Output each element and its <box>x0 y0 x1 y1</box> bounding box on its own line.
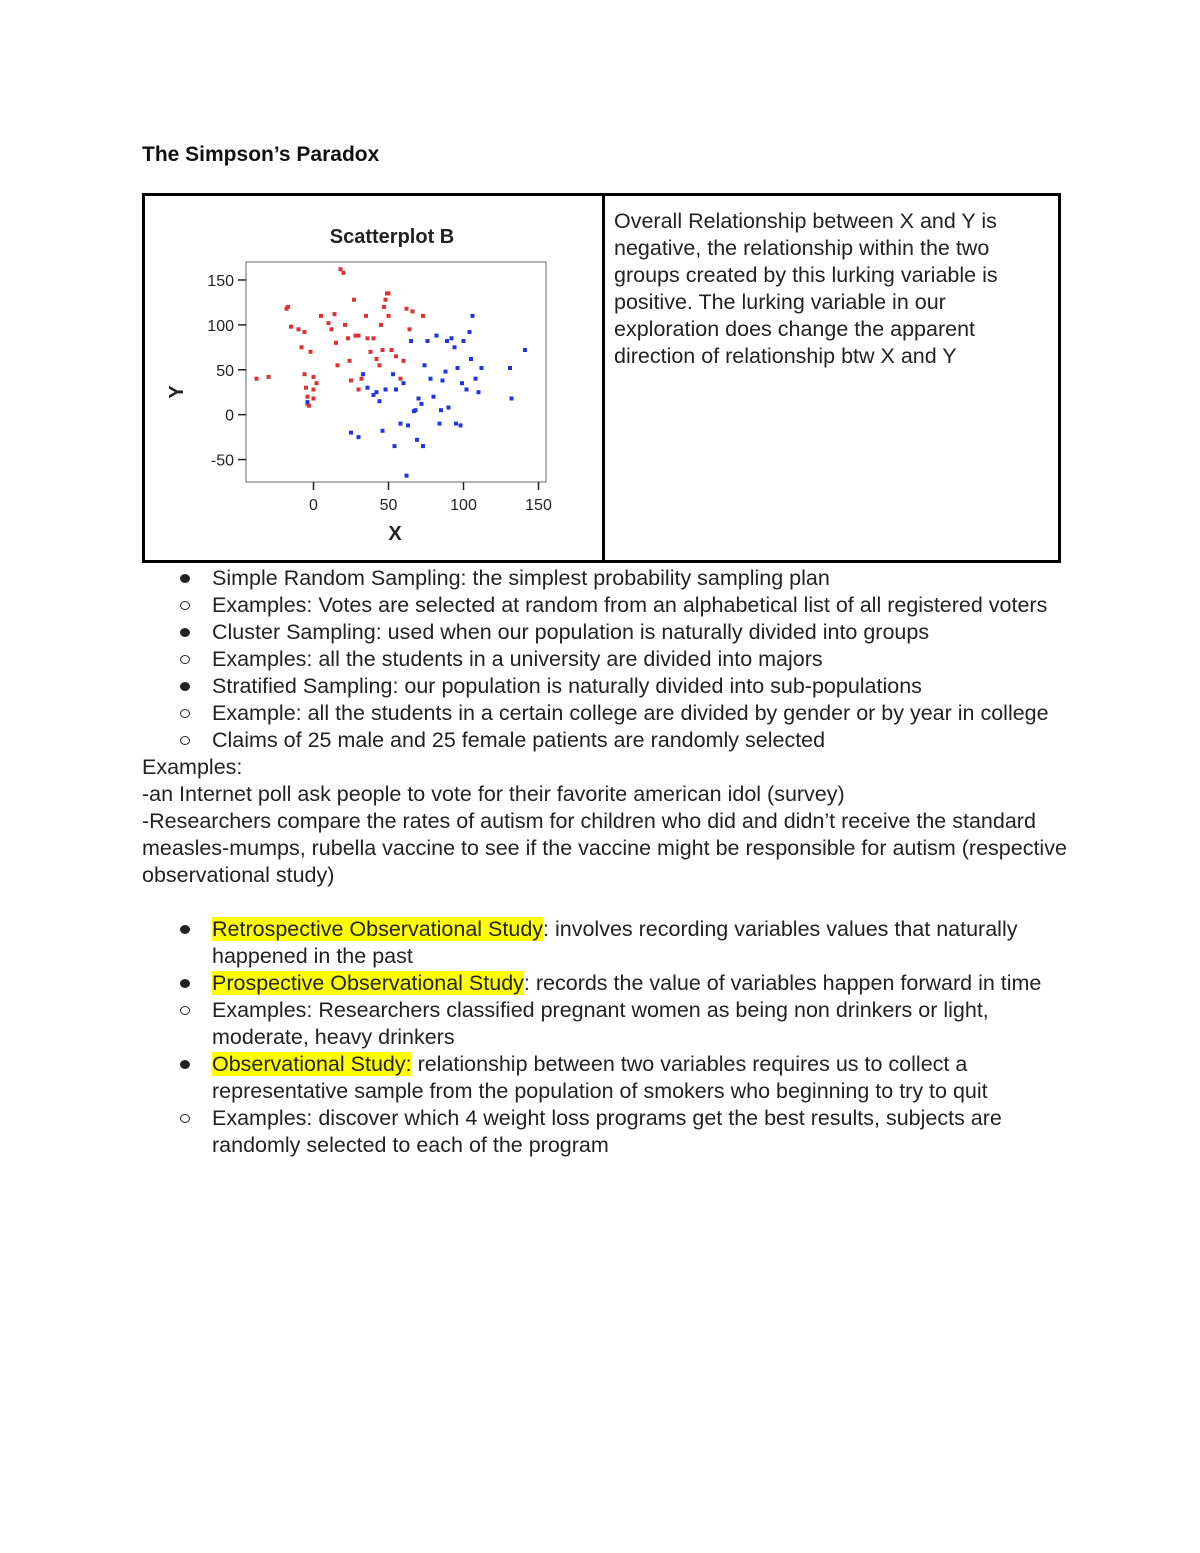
blue-data-point <box>453 345 457 349</box>
red-data-point <box>366 336 370 340</box>
red-data-point <box>303 372 307 376</box>
list-item-text: Simple Random Sampling: the simplest probability sampling plan <box>212 566 830 590</box>
red-data-point <box>372 336 376 340</box>
blue-data-point <box>460 381 464 385</box>
hollow-bullet-icon <box>180 601 190 610</box>
red-data-point <box>334 341 338 345</box>
blue-data-point <box>417 397 421 401</box>
red-data-point <box>339 267 343 271</box>
red-data-point <box>421 314 425 318</box>
chart-title: Scatterplot B <box>329 226 455 248</box>
hollow-bullet-icon <box>180 736 190 745</box>
x-tick-label: 50 <box>379 497 398 514</box>
blue-data-point <box>468 330 472 334</box>
blue-data-point <box>357 435 361 439</box>
sub-list-item-text: Examples: all the students in a university are divided into majors <box>212 647 823 671</box>
blue-data-point <box>523 348 527 352</box>
blue-data-point <box>474 377 478 381</box>
blue-data-point <box>381 429 385 433</box>
red-data-point <box>384 298 388 302</box>
y-axis-label: Y <box>166 385 188 399</box>
blue-data-point <box>454 422 458 426</box>
bullet-icon <box>180 1060 190 1069</box>
x-axis-label: X <box>388 523 402 545</box>
highlighted-term: Observational Study: <box>212 1052 412 1076</box>
red-data-point <box>342 271 346 275</box>
blue-data-point <box>406 423 410 427</box>
y-axis <box>207 273 246 470</box>
red-data-point <box>304 386 308 390</box>
examples-line-2: -Researchers compare the rates of autism for children who did and didn’t receive the standard measles-mumps, rubella vaccine to see if the vaccine might be responsible for autism (respective observational study) <box>142 809 1067 887</box>
blue-data-point <box>508 366 512 370</box>
blue-data-point <box>447 406 451 410</box>
chart-cell <box>144 195 604 562</box>
blue-data-point <box>432 395 436 399</box>
list-item-text: Cluster Sampling: used when our population is naturally divided into groups <box>212 620 930 644</box>
red-data-point <box>312 397 316 401</box>
blue-data-point <box>399 422 403 426</box>
list-item <box>142 916 1082 970</box>
bullet-icon <box>180 979 190 988</box>
blue-data-point <box>415 438 419 442</box>
red-data-point <box>369 350 373 354</box>
y-tick-label: -50 <box>210 452 234 470</box>
highlighted-term: Retrospective Observational Study <box>212 917 544 941</box>
sub-list <box>142 592 1082 619</box>
red-data-point <box>357 388 361 392</box>
blue-data-point <box>378 399 382 403</box>
blue-data-point <box>361 372 365 376</box>
blue-data-point <box>375 390 379 394</box>
red-data-point <box>303 330 307 334</box>
blue-data-point <box>450 336 454 340</box>
bullet-icon <box>180 574 190 583</box>
sub-list-item <box>142 700 1082 727</box>
red-data-point <box>405 307 409 311</box>
blue-data-point <box>465 388 469 392</box>
sub-list-item-text: Examples: Votes are selected at random from an alphabetical list of all registered voters <box>212 593 1048 617</box>
y-tick-label: 150 <box>207 272 234 290</box>
list-item <box>142 673 1082 700</box>
red-data-point <box>312 388 316 392</box>
scatterplot <box>145 196 599 560</box>
red-data-point <box>343 323 347 327</box>
description-cell <box>604 195 1060 562</box>
page-title: The Simpson’s Paradox <box>142 143 380 166</box>
red-data-point <box>382 305 386 309</box>
blue-data-point <box>366 386 370 390</box>
sub-list <box>142 1105 1082 1159</box>
blue-data-point <box>426 339 430 343</box>
red-data-point <box>394 354 398 358</box>
blue-data-point <box>421 444 425 448</box>
red-data-point <box>330 327 334 331</box>
x-tick-label: 0 <box>309 497 318 514</box>
blue-data-point <box>414 408 418 412</box>
x-tick-label: 100 <box>450 497 477 514</box>
blue-data-point <box>510 397 514 401</box>
sub-list-item <box>142 592 1082 619</box>
red-data-point <box>348 359 352 363</box>
blue-data-point <box>429 377 433 381</box>
blue-data-point <box>471 314 475 318</box>
sub-list-item <box>142 997 1082 1051</box>
red-data-point <box>297 327 301 331</box>
red-data-point <box>315 381 319 385</box>
sampling-methods-list <box>142 565 1082 754</box>
blue-data-point <box>439 408 443 412</box>
sub-list-item-text: Examples: discover which 4 weight loss programs get the best results, subjects are randomly selected to each of the program <box>212 1106 1002 1157</box>
red-data-point <box>309 350 313 354</box>
observational-studies-list <box>142 916 1082 1159</box>
hollow-bullet-icon <box>180 1114 190 1123</box>
blue-data-point <box>480 366 484 370</box>
sub-list <box>142 700 1082 754</box>
blue-data-point <box>459 423 463 427</box>
sub-list-item-text: Example: all the students in a certain college are divided by gender or by year in college <box>212 701 1049 725</box>
blue-data-point <box>393 444 397 448</box>
blue-data-point <box>477 390 481 394</box>
red-data-point <box>399 377 403 381</box>
sub-list-item <box>142 1105 1082 1159</box>
blue-data-point <box>441 379 445 383</box>
term-definition: : involves recording variables values that naturally happened in the past <box>212 917 1018 968</box>
blue-data-point <box>444 370 448 374</box>
blue-data-point <box>402 381 406 385</box>
bullet-icon <box>180 925 190 934</box>
highlighted-term: Prospective Observational Study <box>212 971 524 995</box>
red-data-point <box>381 348 385 352</box>
red-data-point <box>255 377 259 381</box>
red-data-point <box>352 298 356 302</box>
blue-data-point <box>438 422 442 426</box>
x-tick-label: 150 <box>525 497 552 514</box>
list-item-text: Stratified Sampling: our population is naturally divided into sub-populations <box>212 674 922 698</box>
x-axis <box>309 482 552 514</box>
red-data-point <box>267 375 271 379</box>
red-data-point <box>349 379 353 383</box>
red-data-point <box>336 363 340 367</box>
blue-data-point <box>306 400 310 404</box>
red-data-point <box>312 375 316 379</box>
notes-content <box>142 565 1082 1159</box>
sub-list-item <box>142 727 1082 754</box>
blue-data-point <box>462 339 466 343</box>
blue-data-point <box>405 474 409 478</box>
sub-list <box>142 997 1082 1051</box>
list-item <box>142 1051 1082 1105</box>
red-data-point <box>364 314 368 318</box>
term-definition: : records the value of variables happen forward in time <box>523 971 1042 995</box>
description-text: Overall Relationship between X and Y is negative, the relationship within the two groups created by this lurking variable is positive. The lurking variable in our exploration does change the apparent direction of relationship btw X and Y <box>614 209 998 368</box>
red-data-point <box>306 395 310 399</box>
y-tick-label: 100 <box>207 317 234 335</box>
hollow-bullet-icon <box>180 1006 190 1015</box>
blue-data-point <box>349 431 353 435</box>
red-data-point <box>390 348 394 352</box>
red-data-point <box>286 305 290 309</box>
blue-data-point <box>420 402 424 406</box>
red-data-point <box>327 321 331 325</box>
red-data-point <box>378 363 382 367</box>
spacer <box>142 889 1082 916</box>
red-data-point <box>375 357 379 361</box>
blue-data-point <box>469 357 473 361</box>
sub-list-item-text: Examples: Researchers classified pregnant women as being non drinkers or light, moderate, heavy drinkers <box>212 998 989 1049</box>
sub-list-item-text: Claims of 25 male and 25 female patients are randomly selected <box>212 728 826 752</box>
bullet-icon <box>180 628 190 637</box>
blue-data-point <box>456 366 460 370</box>
data-points <box>255 267 528 478</box>
examples-heading: Examples: <box>142 755 243 779</box>
examples-line-1: -an Internet poll ask people to vote for their favorite american idol (survey) <box>142 782 845 806</box>
red-data-point <box>346 336 350 340</box>
blue-data-point <box>445 339 449 343</box>
blue-data-point <box>391 372 395 376</box>
red-data-point <box>387 291 391 295</box>
list-item <box>142 970 1082 997</box>
plot-area-frame <box>246 262 546 482</box>
hollow-bullet-icon <box>180 709 190 718</box>
sub-list <box>142 646 1082 673</box>
red-data-point <box>387 314 391 318</box>
y-tick-label: 50 <box>216 362 234 380</box>
red-data-point <box>319 314 323 318</box>
blue-data-point <box>394 388 398 392</box>
red-data-point <box>300 345 304 349</box>
sub-list-item <box>142 646 1082 673</box>
red-data-point <box>402 359 406 363</box>
red-data-point <box>411 309 415 313</box>
list-item <box>142 619 1082 646</box>
content-table <box>142 193 1061 563</box>
blue-data-point <box>423 363 427 367</box>
y-tick-label: 0 <box>225 407 234 425</box>
red-data-point <box>379 323 383 327</box>
term-definition: relationship between two variables requires us to collect a representative sample from the population of smokers who beginning to try to quit <box>212 1052 988 1103</box>
red-data-point <box>289 325 293 329</box>
bullet-icon <box>180 682 190 691</box>
red-data-point <box>357 334 361 338</box>
red-data-point <box>333 312 337 316</box>
red-data-point <box>408 327 412 331</box>
red-data-point <box>360 377 364 381</box>
list-item <box>142 565 1082 592</box>
red-data-point <box>307 404 311 408</box>
blue-data-point <box>435 334 439 338</box>
blue-data-point <box>384 388 388 392</box>
hollow-bullet-icon <box>180 655 190 664</box>
blue-data-point <box>409 339 413 343</box>
